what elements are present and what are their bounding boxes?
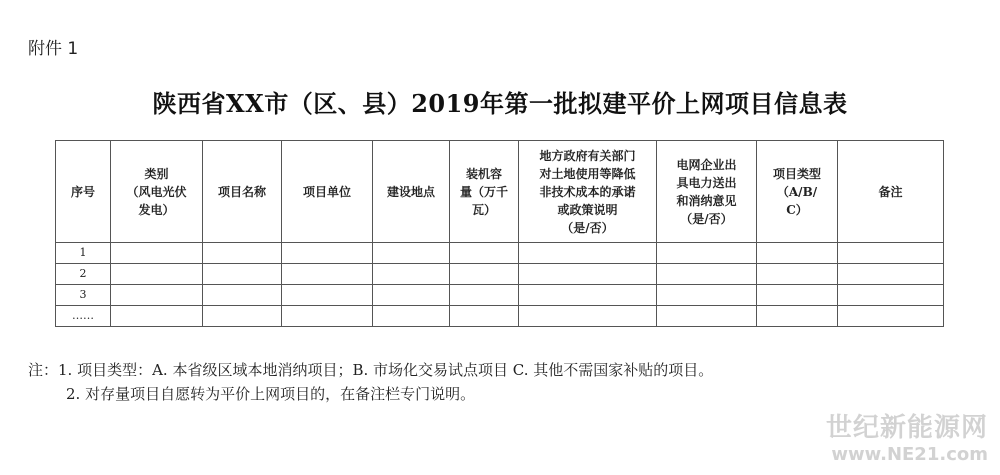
table-cell	[657, 285, 757, 306]
watermark	[826, 407, 988, 465]
table-cell	[838, 306, 944, 327]
column-header: 项目类型 （A/B/ C）	[757, 141, 838, 243]
table-cell	[838, 264, 944, 285]
document-title: 陕西省XX市（区、县）2019年第一批拟建平价上网项目信息表	[152, 89, 848, 118]
table-cell	[657, 264, 757, 285]
table-cell	[757, 285, 838, 306]
table-cell	[203, 306, 282, 327]
table-row	[56, 243, 944, 264]
column-header: 类别 （风电光伏 发电）	[111, 141, 203, 243]
table-cell	[111, 306, 203, 327]
table-row	[56, 264, 944, 285]
row-number-cell: ……	[56, 306, 111, 327]
table-cell	[373, 285, 450, 306]
table-cell	[203, 285, 282, 306]
table-cell	[519, 243, 657, 264]
column-header: 项目名称	[203, 141, 282, 243]
table-cell	[657, 243, 757, 264]
note-2: 2. 对存量项目自愿转为平价上网项目的，在备注栏专门说明。	[66, 385, 476, 403]
table-cell	[373, 264, 450, 285]
table-cell	[757, 306, 838, 327]
watermark-url: www.NE21.com	[831, 444, 988, 465]
table-cell	[111, 285, 203, 306]
note-1: 注：1. 项目类型：A. 本省级区域本地消纳项目；B. 市场化交易试点项目 C. 其他不需国家补贴的项目。	[28, 361, 714, 379]
table-cell	[373, 306, 450, 327]
column-header: 项目单位	[282, 141, 373, 243]
table-cell	[838, 285, 944, 306]
table-cell	[838, 243, 944, 264]
column-header: 建设地点	[373, 141, 450, 243]
table-cell	[282, 285, 373, 306]
table-cell	[111, 264, 203, 285]
attachment-label: 附件 1	[28, 39, 79, 59]
table-cell	[519, 306, 657, 327]
table-row	[56, 306, 944, 327]
table-cell	[757, 264, 838, 285]
table-cell	[450, 285, 519, 306]
table-cell	[450, 264, 519, 285]
table-cell	[282, 264, 373, 285]
row-number-cell: 2	[56, 264, 111, 285]
table-cell	[450, 306, 519, 327]
project-info-table	[55, 140, 944, 327]
table-cell	[203, 264, 282, 285]
watermark-text: 世纪新能源网	[825, 413, 988, 443]
column-header: 备注	[838, 141, 944, 243]
table-cell	[519, 285, 657, 306]
table-cell	[757, 243, 838, 264]
column-header: 装机容 量（万千 瓦）	[450, 141, 519, 243]
table-cell	[657, 306, 757, 327]
table-header-row	[56, 141, 944, 243]
table-cell	[373, 243, 450, 264]
row-number-cell: 1	[56, 243, 111, 264]
table-cell	[111, 243, 203, 264]
table-cell	[450, 243, 519, 264]
table-cell	[282, 243, 373, 264]
column-header: 地方政府有关部门 对土地使用等降低 非技术成本的承诺 或政策说明 （是/否）	[519, 141, 657, 243]
table-cell	[519, 264, 657, 285]
table-cell	[282, 306, 373, 327]
table-cell	[203, 243, 282, 264]
row-number-cell: 3	[56, 285, 111, 306]
notes-section	[28, 358, 713, 406]
column-header: 电网企业出 具电力送出 和消纳意见 （是/否）	[657, 141, 757, 243]
table-row	[56, 285, 944, 306]
column-header: 序号	[56, 141, 111, 243]
